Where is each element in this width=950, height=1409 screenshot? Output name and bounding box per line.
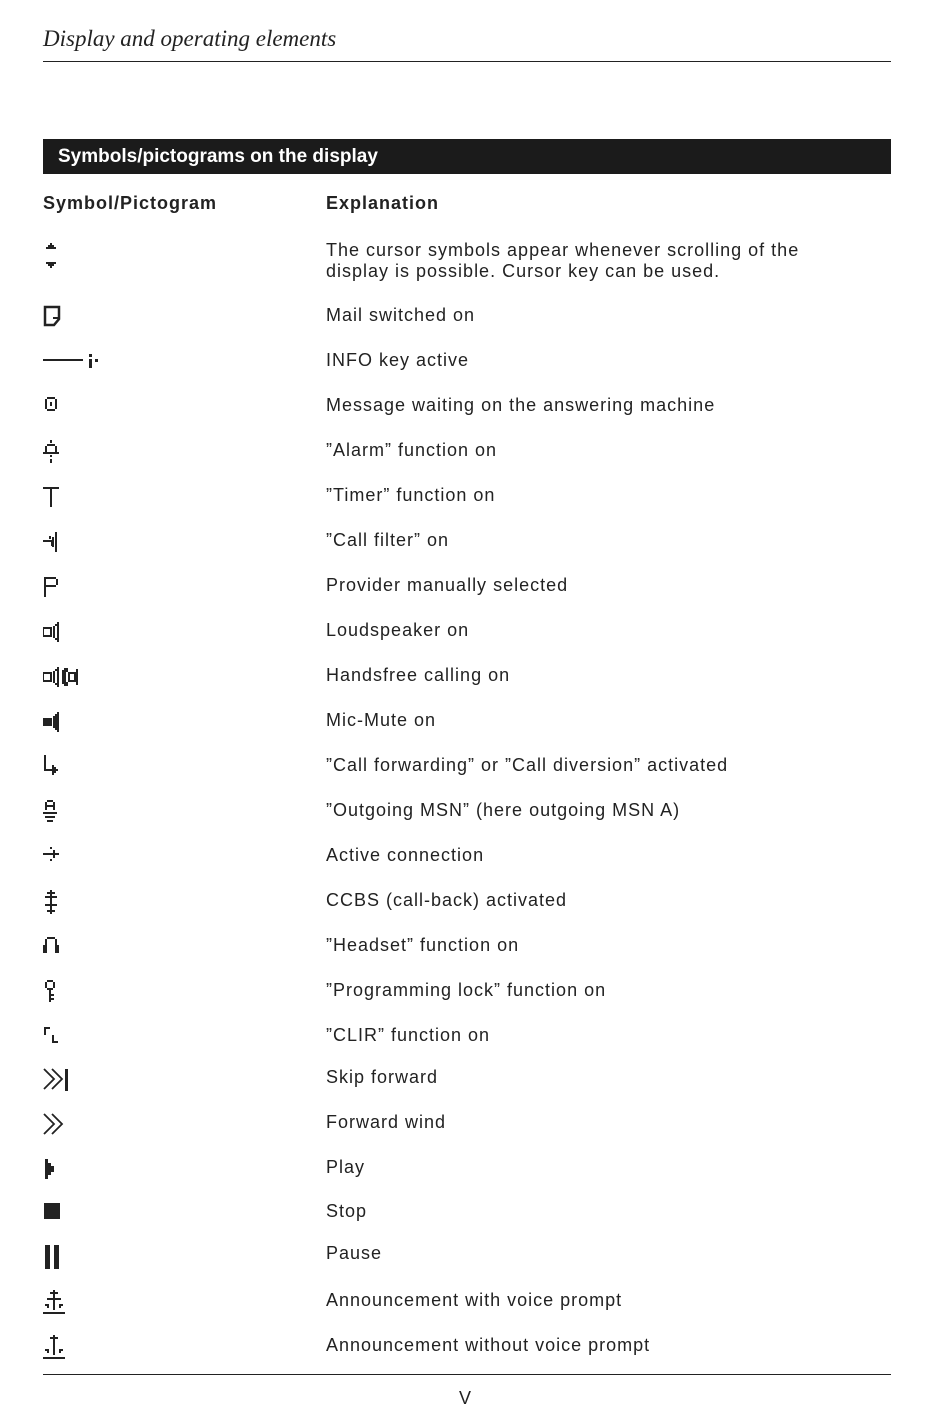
- row-explanation: Forward wind: [326, 1112, 447, 1132]
- row-explanation: ”CLIR” function on: [326, 1025, 491, 1045]
- handsfree-icon: [43, 665, 103, 691]
- header-rule: [43, 61, 891, 62]
- row-explanation: INFO key active: [326, 350, 470, 370]
- row-explanation: ”Alarm” function on: [326, 440, 498, 460]
- row-explanation: ”Programming lock” function on: [326, 980, 607, 1000]
- section-title: Symbols/pictograms on the display: [58, 145, 378, 167]
- row-explanation: ”Call forwarding” or ”Call diversion” activated: [326, 755, 729, 775]
- headset-icon: [43, 935, 103, 961]
- timer-icon: [43, 485, 103, 511]
- row-explanation: Announcement with voice prompt: [326, 1290, 623, 1310]
- row-explanation: Stop: [326, 1201, 368, 1221]
- page-number: V: [458, 1388, 471, 1408]
- cursor-up-down-icon: [43, 240, 103, 266]
- row-explanation: ”Call filter” on: [326, 530, 450, 550]
- loudspeaker-icon: [43, 620, 103, 646]
- running-head: Display and operating elements: [43, 26, 337, 51]
- pause-icon: [43, 1243, 103, 1269]
- row-explanation: ”Headset” function on: [326, 935, 520, 955]
- row-explanation: Mic-Mute on: [326, 710, 437, 730]
- row-explanation: Active connection: [326, 845, 485, 865]
- outgoing-msn-icon: [43, 800, 103, 826]
- announcement-without-prompt-icon: [43, 1335, 103, 1361]
- row-explanation: Provider manually selected: [326, 575, 569, 595]
- row-explanation: Mail switched on: [326, 305, 476, 325]
- play-icon: [43, 1157, 103, 1183]
- clir-icon: [43, 1025, 103, 1051]
- row-explanation: Handsfree calling on: [326, 665, 511, 685]
- row-explanation: CCBS (call-back) activated: [326, 890, 568, 910]
- column-header-explanation: Explanation: [326, 193, 440, 213]
- ccbs-icon: [43, 890, 103, 916]
- mail-icon: [43, 305, 103, 331]
- row-explanation: Loudspeaker on: [326, 620, 470, 640]
- column-header-symbol: Symbol/Pictogram: [43, 193, 218, 213]
- row-explanation: Message waiting on the answering machine: [326, 395, 716, 415]
- message-waiting-icon: [43, 395, 103, 421]
- provider-icon: [43, 575, 103, 601]
- active-connection-icon: [43, 845, 103, 871]
- row-explanation: Announcement without voice prompt: [326, 1335, 651, 1355]
- forward-wind-icon: [43, 1112, 103, 1138]
- row-explanation: Play: [326, 1157, 366, 1177]
- mic-mute-icon: [43, 710, 103, 736]
- alarm-icon: [43, 440, 103, 466]
- announcement-with-prompt-icon: [43, 1290, 103, 1316]
- call-filter-icon: [43, 530, 103, 556]
- row-explanation: ”Outgoing MSN” (here outgoing MSN A): [326, 800, 681, 820]
- call-forwarding-icon: [43, 755, 103, 781]
- row-explanation: Pause: [326, 1243, 383, 1263]
- stop-icon: [43, 1201, 103, 1227]
- row-explanation: The cursor symbols appear whenever scrolling of the display is possible. Cursor key can be used.: [326, 240, 800, 281]
- programming-lock-icon: [43, 980, 103, 1006]
- info-key-icon: [43, 350, 103, 376]
- section-title-bar: [43, 139, 891, 174]
- row-explanation: ”Timer” function on: [326, 485, 496, 505]
- footer-rule: [43, 1374, 891, 1375]
- skip-forward-icon: [43, 1067, 103, 1093]
- row-explanation: Skip forward: [326, 1067, 439, 1087]
